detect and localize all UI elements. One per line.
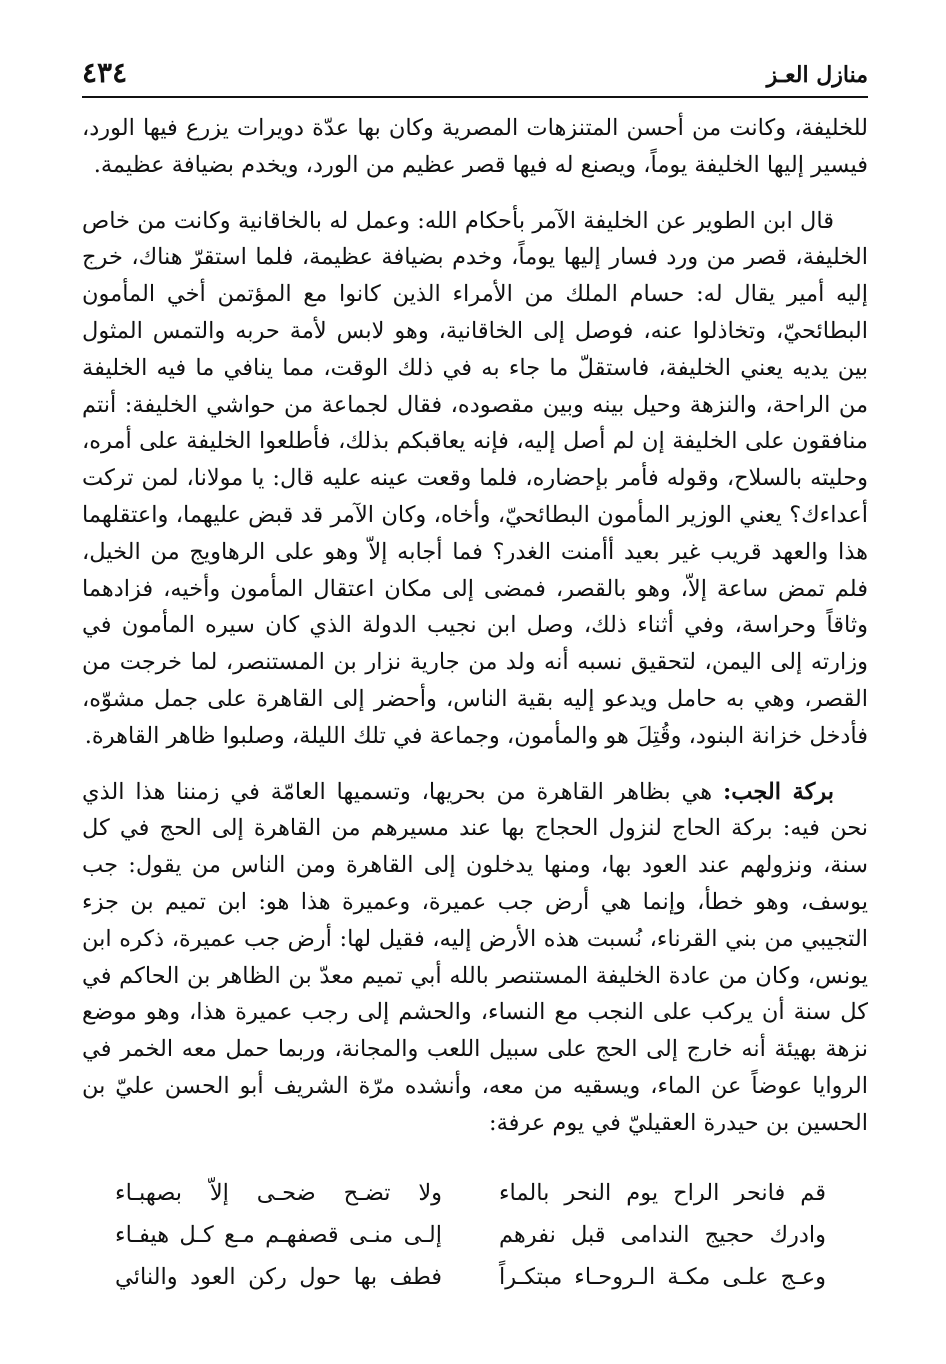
verse-first-hemistich: قم فانحر الراح يوم النحر بالماء xyxy=(498,1180,826,1206)
poem-verse xyxy=(115,1256,826,1298)
verse-first-hemistich: وعـج علـى مكـة الـروحـاء مبتكـراً xyxy=(498,1264,826,1290)
entry-text: هي بظاهر القاهرة من بحريها، وتسميها العامّة في زمننا هذا الذي نحن فيه: بركة الحاج لنزول الحجاج بها عند مسيرهم من القاهرة إلى الحج في كل سنة، ونزولهم عند العود بها، ومنها يدخلون إلى القاهرة ومن الناس من يقول: جب يوسف، وهو خطأ، وإنما هي أرض جب عميرة، وعميرة هذا هو: ابن تميم بن جزء التجيبي من بني القرناء، نُسبت هذه الأرض إليه، فقيل لها: أرض جب عميرة، ذكره ابن يونس، وكان من عادة الخليفة المستنصر بالله أبي تميم معدّ بن الظاهر بن الحاكم في كل سنة أن يركب على النجب مع النساء، والحشم إلى رجب عميرة هذا، وهو موضع نزهة بهيئة أنه خارج إلى الحج على سبيل اللعب والمجانة، وربما حمل معه الخمر في الروايا عوضاً عن الماء، ويسقيه من معه، وأنشده مرّة الشريف أبو الحسن عليّ بن الحسين بن حيدرة العقيليّ في يوم عرفة: xyxy=(82,778,868,1136)
paragraph-continuation: للخليفة، وكانت من أحسن المتنزهات المصرية وكان بها عدّة دويرات يزرع فيها الورد، فيسير إليها الخليفة يوماً، ويصنع له فيها قصر عظيم من الورد، ويخدم بضيافة عظيمة. xyxy=(82,115,868,178)
entry-term: بركة الجب: xyxy=(722,778,834,805)
verse-first-hemistich: وادرك حجيج الندامى قبل نفرهم xyxy=(498,1222,826,1248)
paragraph-ibn-tuwayr: قال ابن الطوير عن الخليفة الآمر بأحكام الله: وعمل له بالخاقانية وكانت من خاص الخليفة، قصر من ورد فسار إليها يوماً، وخدم بضيافة عظيمة، فلما استقرّ هناك، خرج إليه أمير يقال له: حسام الملك من الأمراء الذين كانوا مع المؤتمن أخي المأمون البطائحيّ، وتخاذلوا عنه، فوصل إلى الخاقانية، وهو لابس لأمة حربه والتمس المثول بين يديه يعني الخليفة، فاستقلّ ما جاء به في ذلك الوقت، مما ينافي ما فيه الخليفة من الراحة، والنزهة وحيل بينه وبين مقصوده، فقال لجماعة من حواشي الخليفة: أنتم منافقون على الخليفة إن لم أصل إليه، فإنه يعاقبكم بذلك، فأطلعوا الخليفة على أمره، وحليته بالسلاح، وقوله فأمر بإحضاره، فلما وقعت عينه عليه قال: يا مولانا، لمن تركت أعداءك؟ يعني الوزير المأمون البطائحيّ، وأخاه، وكان الآمر قد قبض عليهما، واعتقلهما هذا والعهد قريب غير بعيد أأمنت الغدر؟ فما أجابه إلاّ وهو على الرهاويج من الخيل، فلم تمض ساعة إلاّ، وهو بالقصر، فمضى إلى مكان اعتقال المأمون وأخيه، فزادهما وثاقاً وحراسة، وفي أثناء ذلك، وصل ابن نجيب الدولة الذي كان سيره المأمون في وزارته إلى اليمن، لتحقيق نسبه أنه ولد من جارية نزار بن المستنصر، لما خرجت من القصر، وهي به حامل ويدعو إليه بقية الناس، وأحضر إلى القاهرة على جمل مشوّه، فأدخل خزانة البنود، وقُتِلَ هو والمأمون، وجماعة في تلك الليلة، وصلبوا ظاهر القاهرة. xyxy=(82,207,868,749)
verse-second-hemistich: ولا تضـح ضحـى إلاّ بصهبـاء xyxy=(115,1180,443,1206)
page-header xyxy=(82,56,868,98)
main-text xyxy=(82,110,868,1142)
page-number: ٤٣٤ xyxy=(82,56,128,89)
running-title: منازل العـز xyxy=(766,62,868,88)
paragraph-birkat-al-jubb xyxy=(82,774,868,1142)
verse-second-hemistich: إلـى منـى قصفهـم مـع كـل هيفـاء xyxy=(115,1222,443,1248)
poem xyxy=(115,1172,826,1298)
verse-second-hemistich: فطف بها حول ركن العود والنائي xyxy=(115,1264,443,1290)
poem-verse xyxy=(115,1214,826,1256)
poem-verse xyxy=(115,1172,826,1214)
